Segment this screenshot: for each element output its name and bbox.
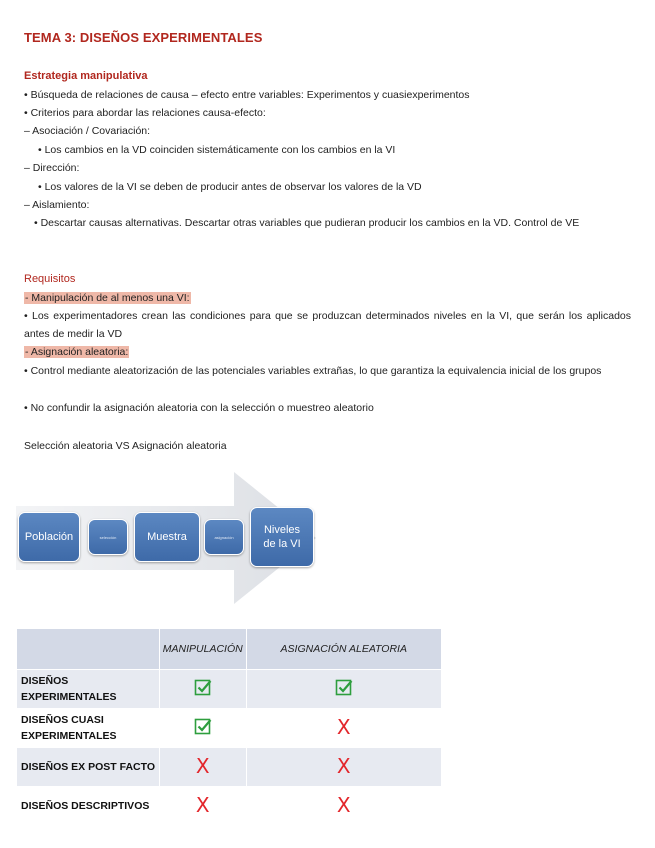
row-label: DISEÑOS EXPERIMENTALES (17, 670, 160, 709)
row-label: DISEÑOS EX POST FACTO (17, 748, 160, 787)
table-row (17, 709, 442, 748)
bullet-line: • Búsqueda de relaciones de causa – efecto entre variables: Experimentos y cuasiexperimentos (24, 89, 470, 101)
node-seleccion: selección (88, 519, 128, 555)
check-box-icon (194, 683, 212, 700)
table-row (17, 787, 442, 826)
bullet-line: • Criterios para abordar las relaciones causa-efecto: (24, 107, 266, 119)
sub-bullet-line: • Los valores de la VI se deben de producir antes de observar los valores de la VD (38, 181, 422, 193)
x-mark-icon: X (195, 793, 210, 817)
bullet-paragraph: • Los experimentadores crean las condiciones para que se produzcan determinados niveles en la VI, que serán los aplicados antes de medir la VD (24, 310, 631, 340)
x-mark-icon: X (336, 793, 351, 817)
column-header-asignacion: ASIGNACIÓN ALEATORIA (246, 629, 442, 670)
node-niveles-vi: Niveles de la VI (250, 507, 314, 567)
cell-asignacion (246, 670, 442, 709)
dash-line: – Dirección: (24, 162, 80, 174)
x-mark-icon: X (195, 754, 210, 778)
cell-manipulacion (160, 670, 247, 709)
cell-asignacion (246, 787, 442, 826)
bullet-line: • No confundir la asignación aleatoria con la selección o muestreo aleatorio (24, 402, 374, 414)
node-poblacion: Población (18, 512, 80, 562)
design-comparison-table (16, 628, 442, 826)
dash-line: – Aislamiento: (24, 199, 90, 211)
row-label: DISEÑOS CUASI EXPERIMENTALES (17, 709, 160, 748)
row-label: DISEÑOS DESCRIPTIVOS (17, 787, 160, 826)
dash-line: – Asociación / Covariación: (24, 125, 151, 137)
x-mark-icon: X (336, 754, 351, 778)
x-mark-icon: X (336, 715, 351, 739)
cell-manipulacion (160, 787, 247, 826)
process-diagram (16, 470, 326, 610)
column-header-manipulacion: MANIPULACIÓN (160, 629, 247, 670)
sub-bullet-paragraph: • Descartar causas alternativas. Descartar otras variables que pudieran producir los cambios en la VD. Control de VE (34, 217, 580, 229)
bullet-paragraph: • Control mediante aleatorización de las potenciales variables extrañas, lo que garantiza la equivalencia inicial de los grupos (24, 365, 602, 377)
node-asignacion: asignación (204, 519, 244, 555)
check-box-icon (335, 683, 353, 700)
page-title: TEMA 3: DISEÑOS EXPERIMENTALES (24, 30, 263, 45)
table-row (17, 670, 442, 709)
cell-manipulacion (160, 709, 247, 748)
cell-manipulacion (160, 748, 247, 787)
sub-bullet-line: • Los cambios en la VD coinciden sistemáticamente con los cambios en la VI (38, 144, 396, 156)
section-heading-requisitos: Requisitos (24, 273, 76, 285)
node-muestra: Muestra (134, 512, 200, 562)
check-box-icon (194, 722, 212, 739)
diagram-caption: Selección aleatoria VS Asignación aleatoria (24, 440, 227, 452)
highlighted-requirement-asignacion: - Asignación aleatoria: (25, 346, 129, 358)
highlighted-requirement-manipulacion: - Manipulación de al menos una VI: (25, 292, 190, 304)
section-heading-estrategia: Estrategia manipulativa (24, 70, 148, 82)
table-corner-cell (17, 629, 160, 670)
cell-asignacion (246, 709, 442, 748)
table-row (17, 748, 442, 787)
cell-asignacion (246, 748, 442, 787)
